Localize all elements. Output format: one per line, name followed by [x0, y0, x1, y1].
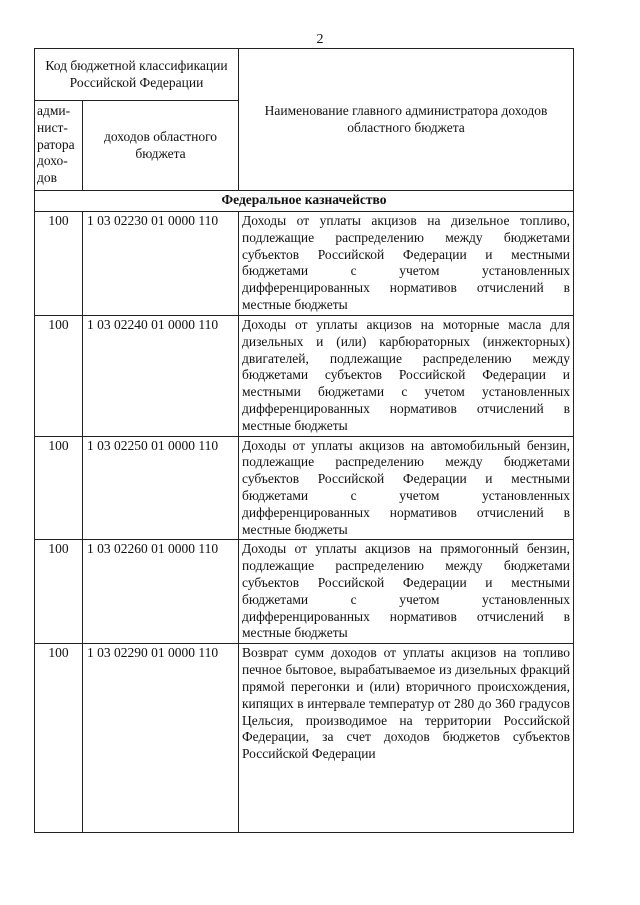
- budget-classification-table: [34, 48, 574, 833]
- admin-code-cell: 100: [35, 212, 83, 316]
- income-name-cell: Доходы от уплаты акцизов на автомобильный бензин, подлежащие распределению между бюджетами субъектов Российской Федерации и местными бюджетами с учетом установленных дифференцированных нормативов отчислений в местные бюджеты: [239, 436, 574, 540]
- table-row: [35, 212, 574, 316]
- page-number: 2: [316, 32, 324, 47]
- income-code-cell: 1 03 02240 01 0000 110: [83, 316, 239, 437]
- header-income-code: доходов областного бюджета: [83, 101, 239, 191]
- admin-code-cell: 100: [35, 644, 83, 833]
- table-row: [35, 644, 574, 833]
- section-title: Федеральное казначейство: [35, 191, 574, 212]
- income-name-cell: Доходы от уплаты акцизов на дизельное топливо, подлежащие распределению между бюджетами субъектов Российской Федерации и местными бюджетами с учетом установленных дифференцированных нормативов отчислений в местные бюджеты: [239, 212, 574, 316]
- income-code-cell: 1 03 02260 01 0000 110: [83, 540, 239, 644]
- income-code-cell: 1 03 02250 01 0000 110: [83, 436, 239, 540]
- income-name-cell: Доходы от уплаты акцизов на прямогонный бензин, подлежащие распределению между бюджетами субъектов Российской Федерации и местными бюджетами с учетом установленных дифференцированных нормативов отчислений в местные бюджеты: [239, 540, 574, 644]
- income-name-cell: Доходы от уплаты акцизов на моторные масла для дизельных и (или) карбюраторных (инжекторных) двигателей, подлежащие распределению между бюджетами субъектов Российской Федерации и местными бюджетами с учетом установленных дифференцированных нормативов отчислений в местные бюджеты: [239, 316, 574, 437]
- table-row: [35, 436, 574, 540]
- table-row: [35, 540, 574, 644]
- admin-code-cell: 100: [35, 436, 83, 540]
- section-row: [35, 191, 574, 212]
- header-administrator-name: Наименование главного администратора доходов областного бюджета: [239, 49, 574, 191]
- income-name-cell: Возврат сумм доходов от уплаты акцизов на топливо печное бытовое, вырабатываемое из дизельных фракций прямой перегонки и (или) вторичного происхождения, кипящих в интервале температур от 280 до 360 градусов Цельсия, производимое на территории Российской Федерации, за счет доходов бюджетов субъектов Российской Федерации: [239, 644, 574, 833]
- admin-code-cell: 100: [35, 316, 83, 437]
- table-row: [35, 316, 574, 437]
- header-budget-classification-code: Код бюджетной классификации Российской Федерации: [35, 49, 239, 101]
- header-row-top: [35, 49, 574, 101]
- income-code-cell: 1 03 02290 01 0000 110: [83, 644, 239, 833]
- admin-code-cell: 100: [35, 540, 83, 644]
- income-code-cell: 1 03 02230 01 0000 110: [83, 212, 239, 316]
- header-administrator-code: адми-нист-ратора дохо-дов: [35, 101, 83, 191]
